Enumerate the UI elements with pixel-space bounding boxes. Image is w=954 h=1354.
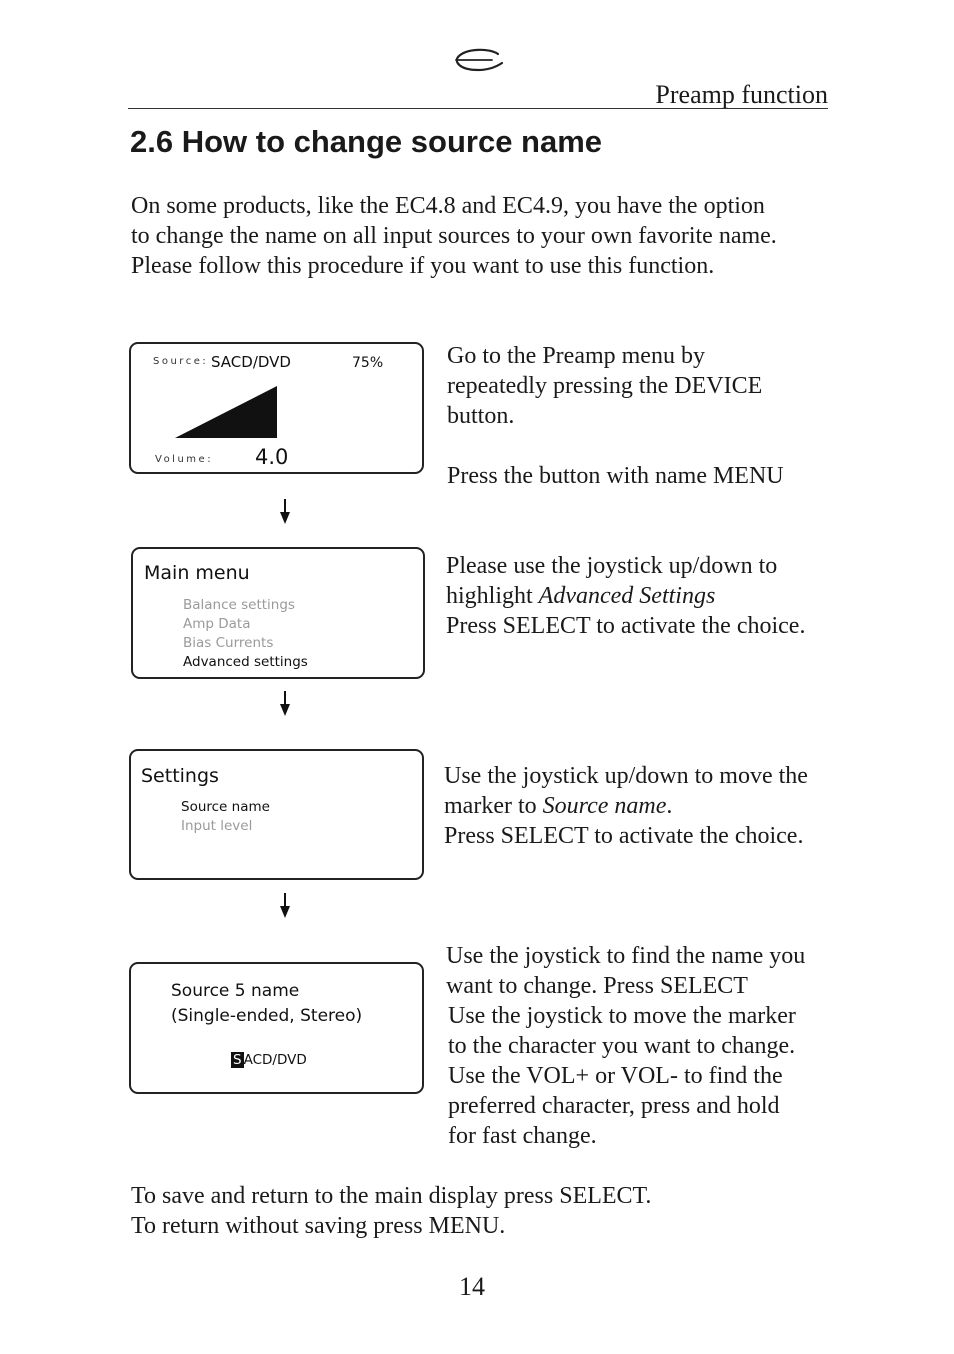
source-name-heading: Source 5 name (171, 981, 300, 1001)
step-line: Use the VOL+ or VOL- to find the (448, 1063, 783, 1089)
step-line: button. (447, 403, 515, 429)
volume-level-ramp (175, 386, 279, 440)
settings-item-source-name: Source name (181, 799, 270, 815)
step-line: Go to the Preamp menu by (447, 343, 705, 369)
menu-item-bias-currents: Bias Currents (183, 635, 274, 651)
source-label: Source: (153, 356, 209, 367)
source-value: SACD/DVD (211, 353, 291, 371)
step-line: highlight Advanced Settings (446, 583, 716, 609)
main-display-screen (129, 342, 424, 474)
step-line: to the character you want to change. (448, 1033, 796, 1059)
brand-logo-icon (452, 48, 506, 74)
step-line: want to change. Press SELECT (446, 973, 748, 999)
menu-item-balance-settings: Balance settings (183, 597, 295, 613)
page-title: 2.6 How to change source name (130, 124, 603, 159)
source-type: (Single-ended, Stereo) (171, 1006, 363, 1026)
step-2-instructions (446, 551, 805, 641)
section-label: Preamp function (655, 80, 828, 109)
step-line: marker to Source name. (444, 793, 673, 819)
intro-line: Please follow this procedure if you want to use this function. (131, 253, 715, 279)
volume-label: Volume: (155, 454, 214, 465)
main-menu-title: Main menu (144, 562, 250, 584)
source-name-screen (129, 962, 424, 1094)
arrow-down-icon (279, 893, 291, 919)
intro-line: On some products, like the EC4.8 and EC4.9, you have the option (131, 193, 765, 219)
intro-paragraph (131, 191, 777, 281)
step-line: Use the joystick to move the marker (448, 1003, 796, 1029)
page-number: 14 (459, 1272, 485, 1301)
source-name-value (231, 1051, 307, 1069)
step-line: for fast change. (448, 1123, 597, 1149)
edit-cursor-char: S (233, 1052, 242, 1068)
step-1-instructions (447, 341, 784, 491)
emphasis: Source name (542, 793, 667, 819)
level-percent: 75% (352, 355, 384, 371)
step-line: Use the joystick up/down to move the (444, 763, 808, 789)
volume-value: 4.0 (255, 445, 289, 469)
outro-line: To return without saving press MENU. (131, 1213, 506, 1239)
step-line: preferred character, press and hold (448, 1093, 780, 1119)
step-line: Press SELECT to activate the choice. (446, 613, 806, 639)
step-line: Please use the joystick up/down to (446, 553, 778, 579)
settings-screen (129, 749, 424, 880)
step-line: Press SELECT to activate the choice. (444, 823, 804, 849)
step-line: Press the button with name MENU (447, 463, 784, 489)
header-rule (128, 108, 828, 109)
step-3-instructions (444, 761, 808, 851)
closing-instructions (131, 1181, 651, 1241)
step-line: Use the joystick to find the name you (446, 943, 806, 969)
step-4-instructions (446, 941, 805, 1151)
step-line: repeatedly pressing the DEVICE (447, 373, 763, 399)
emphasis: Advanced Settings (538, 583, 716, 609)
menu-item-amp-data: Amp Data (183, 616, 251, 632)
arrow-down-icon (279, 691, 291, 717)
menu-item-advanced-settings: Advanced settings (183, 654, 308, 670)
intro-line: to change the name on all input sources to your own favorite name. (131, 223, 777, 249)
arrow-down-icon (279, 499, 291, 525)
source-name-rest: ACD/DVD (243, 1052, 307, 1068)
outro-line: To save and return to the main display press SELECT. (131, 1183, 652, 1209)
settings-title: Settings (141, 765, 219, 787)
main-menu-screen (131, 547, 425, 679)
settings-item-input-level: Input level (181, 818, 253, 834)
